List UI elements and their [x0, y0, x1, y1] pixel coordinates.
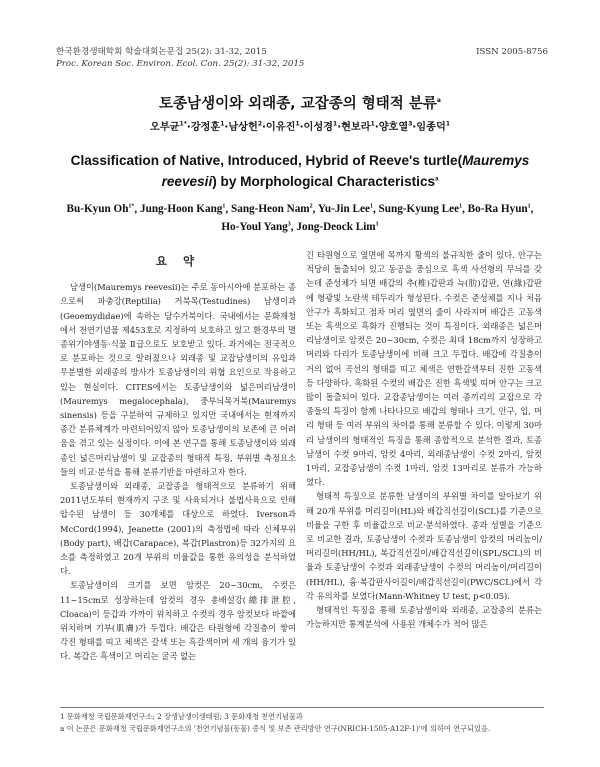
- author-affiliation-mark: 2: [309, 203, 313, 210]
- author-name: 이성경: [303, 122, 334, 133]
- author-affiliation-mark: 3: [408, 120, 413, 128]
- paragraph: 긴 타원형으로 옆면에 목까지 황색의 불규칙한 줄이 있다. 안구는 적당히 돌출되어 있고 동공을 중심으로 흑색 사선형의 무늬를 갖는데 준성체가 되면 배갑의 추(椎)갑판과 늑(肋)갑판, 연(緣)갑판에 형광빛 노란색 테두리가 형성된다. 수컷은 준성체를 지나 처음 안구가 흑화되고 점차 머리 옆면의 줄이 사라지며 배갑은 고동색 또는 흑색으로 흑화가 진행되는 것이 특징이다. 외래종은 넓은머리남생이로 암컷은 20~30cm, 수컷은 최대 18cm까지 성장하고 머리와 다리가 토종남생이에 비해 크고 두껍다. 배갑에 각질층이 거의 없어 곡선의 형태를 띠고 체색은 연한갈색부터 진한 고동색 등 다양하다. 흑화된 수컷의 배갑은 진한 흑색빛 띠며 안구는 크고 많이 돌출되어 있다. 교잡종남생이는 여러 종끼리의 교잡으로 각 종들의 특징이 함께 나타나므로 배갑의 형태나 크기, 안구, 입, 머리 형태 등 여러 부위의 차이를 통해 분류할 수 있다. 이렇게 30마리 남생이의 형태적인 특징을 통해 종합적으로 분석한 결과, 토종남생이 수컷 9마리, 암컷 4마리, 외래종남생이 수컷 2마리, 암컷 1마리, 교잡종남생이 수컷 1마리, 암컷 13마리로 분류가 가능하였다.: [306, 250, 542, 488]
- journal-citation-en: Proc. Korean Soc. Environ. Ecol. Con. 25(2): 31-32, 2015: [56, 59, 305, 69]
- author-name: Bo-Ra Hyun: [467, 203, 528, 215]
- authors-korean: 오부균$^{1*}$·강정훈$^1$·남상헌$^2$·이유진$^1$·이성경$^1$·현보라$^1$·양호열$^3$·임종덕$^1$: [150, 120, 450, 133]
- title-english: [60, 150, 540, 192]
- footnote-affiliations: 1 문화재청 국립문화재연구소; 2 장생남생이생태원; 3 문화재청 천연기념물과: [60, 712, 303, 721]
- journal-header: [56, 46, 548, 70]
- author-name: Bu-Kyun Oh: [66, 203, 129, 215]
- footnote-funding: a 이 논문은 문화재청 국립문화재연구소의 '천연기념물(동물) 증식 및 보존 관리방안 연구(NRICH-1505-A12F-1)'에 의하여 연구되었음.: [60, 724, 491, 733]
- author-affiliation-mark: 1: [445, 120, 450, 128]
- paragraph: 형태적 특징으로 분류한 남생이의 부위별 차이를 알아보기 위해 20개 부위를 머리길이(HL)와 배갑직선길이(SCL)를 기준으로 비율을 구한 후 비율값으로 비교·분석하였다. 종과 성별을 기준으로 비교한 결과, 토종남생이 수컷과 토종남생이 암컷의 머리높이/머리길이(HH/HL), 복갑직선길이/배갑직선길이(SPL/SCL)의 비율과 토종남생이 수컷과 외래종남생이 수컷의 머리높이/머리길이(HH/HL), 흉·복갑판사이길이/배갑직선길이(PWC/SCL)에서 각각 유의차를 보였다(Mann-Whitney U test, p<0.05).: [306, 491, 542, 601]
- title-korean: [0, 92, 600, 113]
- author-name: Sang-Heon Nam: [231, 203, 310, 215]
- paragraph: 남생이(Mauremys reevesii)는 주로 동아시아에 분포하는 종으로써 파충강(Reptilia) 거북목(Testudines) 남생이과(Geoemydidae)에 속하는 담수거북이다. 국내에서는 문화재청에서 천연기념물 제453호로 지정하여 보호하고 있고 환경부의 멸종위기야생동·식물 Ⅱ급으로도 보호받고 있다. 과거에는 전국적으로 분포하는 것으로 알려졌으나 외래종 및 교잡남생이의 유입과 무분별한 외래종의 방사가 토종남생이의 위협 요인으로 작용하고 있는 현실이다. CITES에서는 토종남생이와 넓은머리남생이(Mauremys megalocephala), 중부늬목거북(Mauremys sinensis) 등을 구분하여 규제하고 있지만 국내에서는 현재까지 종간 분류체계가 마련되어있지 않아 토종남생이의 보존에 큰 어려움을 겪고 있는 실정이다. 이에 본 연구를 통해 토종남생이와 외래종인 넓은머리남생이 및 교잡종의 형태적 특징, 부위별 측정요소들의 비교·분석을 통해 분류기반을 마련하고자 한다.: [60, 282, 296, 477]
- author-affiliation-mark: 3: [287, 221, 291, 228]
- title-korean-text: 토종남생이와 외래종, 교잡종의 형태적 분류: [159, 96, 437, 112]
- author-affiliation-mark: 1: [527, 203, 531, 210]
- author-affiliation-mark: 1*: [179, 120, 187, 128]
- author-name: Jung-Hoon Kang: [140, 203, 223, 215]
- author-name: 양호열: [378, 122, 409, 133]
- author-name: 현보라: [341, 122, 371, 133]
- author-name: 이유진: [265, 122, 296, 133]
- author-affiliation-mark: 1: [333, 120, 338, 128]
- author-affiliation-mark: 1: [375, 221, 379, 228]
- body-column-right: [306, 248, 542, 631]
- footnotes: [60, 707, 544, 735]
- abstract-heading: 요 약: [155, 254, 201, 268]
- author-affiliation-mark: 1: [459, 203, 463, 210]
- author-affiliation-mark: 1: [222, 203, 226, 210]
- title-english-post: ) by Morphological Characteristics: [212, 174, 436, 189]
- authors-english: Bu-Kyun $Oh^{1*}$, Jung-Hoon Kang$^1$, Sang-Heon Nam$^2$, Yu-Jin Lee$^1$, Sung-Kyung Lee$^1$, Bo-Ra Hyun$^1$, Ho-Youl Yang$^3$, Jong-Deock Lim$^1$: [66, 203, 534, 233]
- author-name: Ho-Youl Yang: [221, 221, 288, 233]
- author-affiliation-mark: 1*: [128, 203, 135, 210]
- paragraph: 토종남생이의 크기를 보면 암컷은 20~30cm, 수컷은 11~15cm로 성장하는데 암컷의 경우 총배설강(總排泄腔, Cloaca)이 등갑과 가까이 위치하고 수컷의 경우 암컷보다 바깥에 위치하며 기부(肌膚)가 두껍다. 배갑은 타원형에 각질층이 쌓여 각진 형태를 띠고 체색은 갈색 또는 흑갈색이며 세 개의 융기가 있다. 복갑은 흑색이고 머리는 굴곡 없는: [60, 580, 296, 662]
- body-column-left: [60, 248, 296, 664]
- author-name: Sung-Kyung Lee: [378, 203, 460, 215]
- paragraph: 형태적인 특징을 통해 토종남생이와 외래종, 교잡종의 분류는 가능하지만 통계분석에 사용된 개체수가 적어 많은: [306, 605, 542, 630]
- author-affiliation-mark: 1: [295, 120, 300, 128]
- paragraph: 토종남생이와 외래종, 교잡종을 형태적으로 분류하기 위해 2011년도부터 현재까지 구조 및 사육되거나 불법사육으로 인해 압수된 남생이 등 30개체를 대상으로 하였다. Iverson과 McCord(1994), Jeanette (2001)의 측정법에 따라 신체부위(Body part), 배갑(Carapace), 복갑(Plastron)등 32가지의 요소를 측정하였고 20개 부위의 비율값을 통한 유의성을 분석하였다.: [60, 481, 296, 577]
- author-name: 남상헌: [228, 122, 258, 133]
- author-name: 임종덕: [416, 122, 446, 133]
- footnote-rule: [60, 707, 544, 708]
- author-affiliation-mark: 1: [369, 203, 373, 210]
- author-affiliation-mark: 1: [220, 120, 225, 128]
- author-name: Yu-Jin Lee: [317, 203, 370, 215]
- title-english-species: Mauremys reevesii: [161, 153, 530, 189]
- author-name: 강정훈: [190, 122, 221, 133]
- issn: ISSN 2005-8756: [476, 47, 548, 57]
- journal-citation-ko: 한국환경생태학회 학술대회논문집 25(2): 31-32, 2015: [56, 47, 267, 57]
- author-affiliation-mark: 2: [257, 120, 263, 128]
- title-english-mark: a: [435, 176, 439, 183]
- title-english-pre: Classification of Native, Introduced, Hybrid of Reeve's turtle(: [70, 153, 463, 168]
- author-name: 오부균: [150, 122, 180, 133]
- author-name: Jong-Deock Lim: [296, 221, 376, 233]
- author-affiliation-mark: 1: [370, 120, 375, 128]
- title-korean-mark: a: [436, 97, 441, 105]
